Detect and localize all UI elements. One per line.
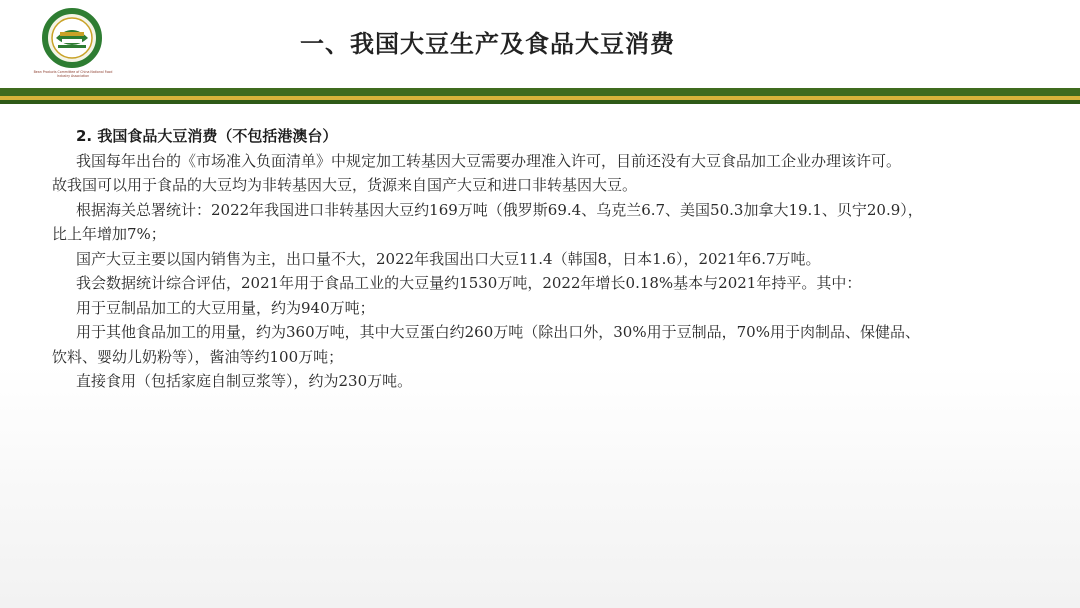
paragraph-line: 我会数据统计综合评估，2021年用于食品工业的大豆量约1530万吨，2022年增长0.18%基本与2021年持平。其中：	[76, 274, 862, 292]
paragraph-line: 用于豆制品加工的大豆用量，约为940万吨；	[76, 298, 375, 317]
section-heading: 2. 我国食品大豆消费（不包括港澳台）	[76, 127, 338, 145]
paragraph-line: 饮料、婴幼儿奶粉等），酱油等约100万吨；	[52, 347, 344, 366]
paragraph-line: 比上年增加7%；	[52, 225, 166, 243]
paragraph-line: 国产大豆主要以国内销售为主，出口量不大，2022年我国出口大豆11.4（韩国8，日本1.6），2021年6.7万吨。	[76, 249, 821, 268]
slide-header	[0, 0, 1080, 88]
paragraph-line: 用于其他食品加工的用量，约为360万吨，其中大豆蛋白约260万吨（除出口外，30%用于豆制品，70%用于肉制品、保健品、	[76, 323, 920, 341]
paragraph-line: 根据海关总署统计：2022年我国进口非转基因大豆约169万吨（俄罗斯69.4、乌克兰6.7、美国50.3加拿大19.1、贝宁20.9），	[76, 200, 923, 219]
header-band-green	[0, 88, 1080, 96]
header-band-green-lower	[0, 100, 1080, 104]
paragraph-line: 直接食用（包括家庭自制豆浆等），约为230万吨。	[76, 372, 413, 390]
logo-caption: Bean Products Committee of China National Food Industry Association	[33, 70, 113, 78]
paragraph-line: 故我国可以用于食品的大豆均为非转基因大豆，货源来自国产大豆和进口非转基因大豆。	[52, 176, 638, 194]
paragraph-line: 我国每年出台的《市场准入负面清单》中规定加工转基因大豆需要办理准入许可，目前还没有大豆食品加工企业办理该许可。	[76, 151, 902, 170]
slide-content	[52, 124, 1052, 394]
page-title: 一、我国大豆生产及食品大豆消费	[300, 30, 675, 58]
